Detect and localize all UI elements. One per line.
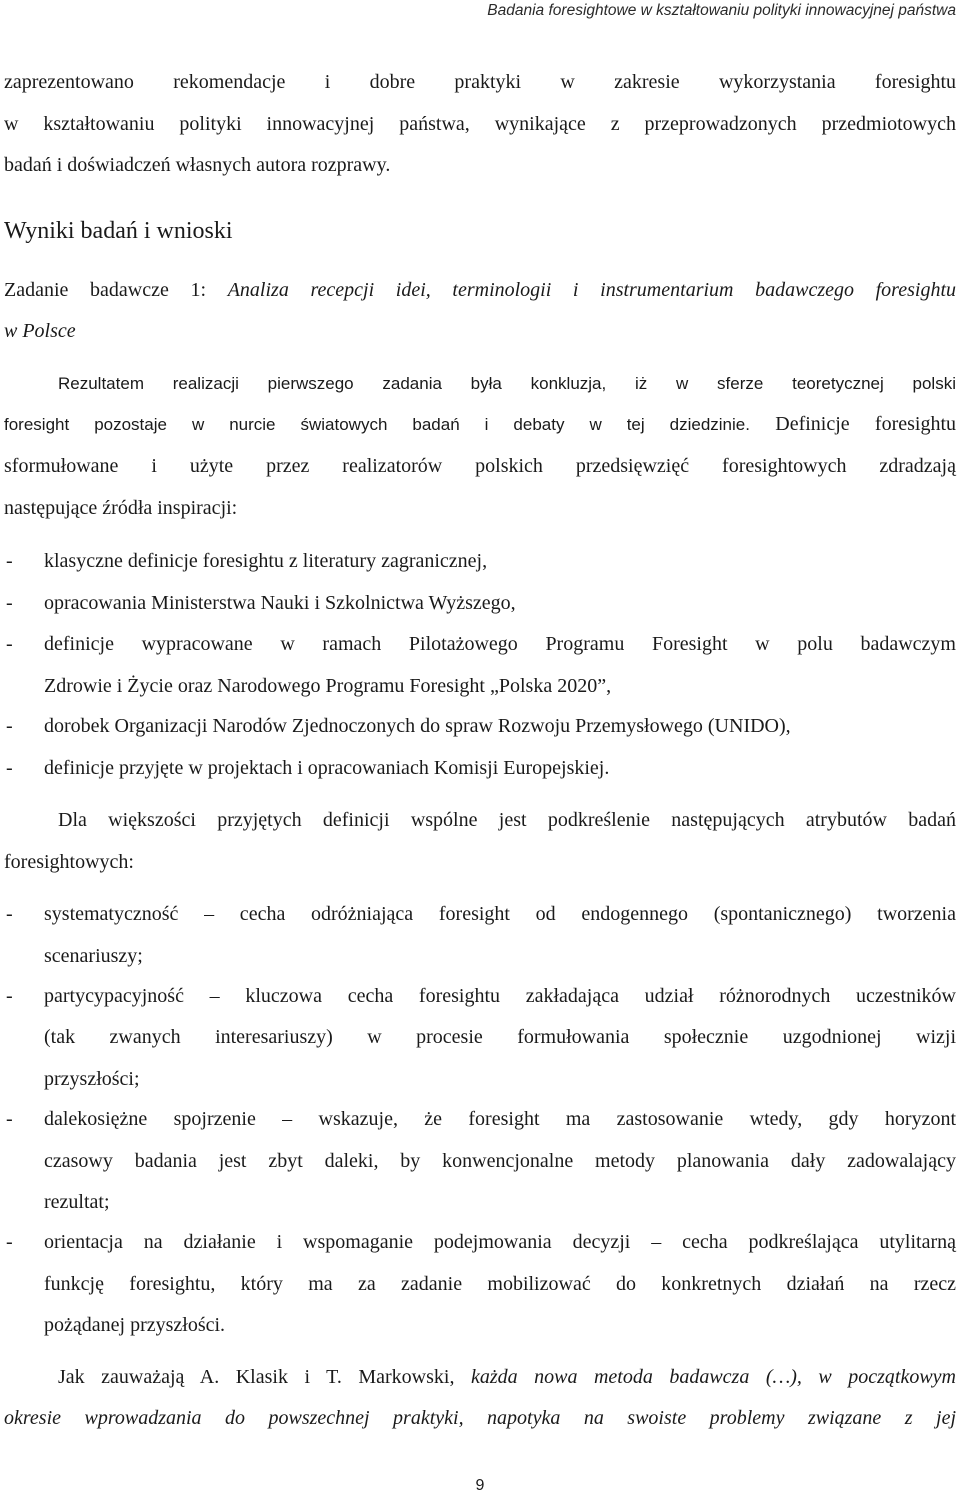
attribute-4-line-1: orientacja na działanie i wspomaganie podejmowania decyzji – cecha podkreślająca utylitarną bbox=[44, 1231, 956, 1253]
attribute-3-line-2: czasowy badania jest zbyt daleki, by konwencjonalne metody planowania dały zadowalający bbox=[44, 1150, 956, 1172]
result-line-4: następujące źródła inspiracji: bbox=[4, 497, 238, 519]
list-dash: - bbox=[6, 985, 13, 1007]
attribute-2-line-3: przyszłości; bbox=[44, 1068, 140, 1090]
result-line-1: Rezultatem realizacji pierwszego zadania była konkluzja, iż w sferze teoretycznej polski bbox=[58, 374, 956, 393]
task-title-line-1 bbox=[4, 278, 956, 302]
attribute-4-line-2: funkcję foresightu, który ma za zadanie mobilizować do konkretnych działań na rzecz bbox=[44, 1273, 956, 1295]
attribute-2-line-1: partycypacyjność – kluczowa cecha foresightu zakładająca udział różnorodnych uczestników bbox=[44, 985, 956, 1007]
attribute-4-line-3: pożądanej przyszłości. bbox=[44, 1314, 226, 1336]
section-title: Wyniki badań i wnioski bbox=[4, 218, 233, 244]
source-item-4: dorobek Organizacji Narodów Zjednoczonych do spraw Rozwoju Przemysłowego (UNIDO), bbox=[44, 715, 791, 737]
attribute-3-line-1: dalekosiężne spojrzenie – wskazuje, że foresight ma zastosowanie wtedy, gdy horyzont bbox=[44, 1108, 956, 1130]
source-item-5: definicje przyjęte w projektach i opracowaniach Komisji Europejskiej. bbox=[44, 757, 610, 779]
intro-line-2: w kształtowaniu polityki innowacyjnej państwa, wynikające z przeprowadzonych przedmiotowych bbox=[4, 113, 956, 135]
list-dash: - bbox=[6, 592, 13, 614]
quote-lead: Jak zauważają A. Klasik i T. Markowski, bbox=[58, 1366, 455, 1388]
list-dash: - bbox=[6, 757, 13, 779]
intro-line-3: badań i doświadczeń własnych autora rozprawy. bbox=[4, 154, 391, 176]
source-item-3-line-1: definicje wypracowane w ramach Pilotażowego Programu Foresight w polu badawczym bbox=[44, 633, 956, 655]
list-dash: - bbox=[6, 1108, 13, 1130]
result-line-3: sformułowane i użyte przez realizatorów polskich przedsięwzięć foresightowych zdradzają bbox=[4, 455, 956, 477]
list-dash: - bbox=[6, 1231, 13, 1253]
list-dash: - bbox=[6, 715, 13, 737]
page-number: 9 bbox=[475, 1477, 485, 1494]
attributes-intro-line-1: Dla większości przyjętych definicji wspólne jest podkreślenie następujących atrybutów badań bbox=[58, 809, 956, 831]
result-line-2-serif: Definicje foresightu bbox=[775, 413, 957, 435]
quote-line-2: okresie wprowadzania do powszechnej praktyki, napotyka na swoiste problemy związane z jej bbox=[4, 1407, 956, 1429]
list-dash: - bbox=[6, 903, 13, 925]
running-header: Badania foresightowe w kształtowaniu polityki innowacyjnej państwa bbox=[487, 2, 956, 19]
source-item-3-line-2: Zdrowie i Życie oraz Narodowego Programu Foresight „Polska 2020”, bbox=[44, 675, 612, 697]
list-dash: - bbox=[6, 550, 13, 572]
result-line-2-sans: foresight pozostaje w nurcie światowych badań i debaty w tej dziedzinie. bbox=[4, 415, 750, 434]
task-title-line-2: w Polsce bbox=[4, 320, 76, 342]
attribute-1-line-2: scenariuszy; bbox=[44, 945, 143, 967]
task-label: Zadanie badawcze 1: bbox=[4, 279, 207, 301]
task-title: Analiza recepcji idei, terminologii i instrumentarium badawczego foresightu bbox=[227, 279, 956, 301]
quote-italic-1: każda nowa metoda badawcza (…), w początkowym bbox=[470, 1366, 956, 1388]
attribute-3-line-3: rezultat; bbox=[44, 1191, 110, 1213]
source-item-1: klasyczne definicje foresightu z literatury zagranicznej, bbox=[44, 550, 488, 572]
list-dash: - bbox=[6, 633, 13, 655]
result-line-2 bbox=[4, 412, 956, 437]
attributes-intro-line-2: foresightowych: bbox=[4, 851, 134, 873]
attribute-2-line-2: (tak zwanych interesariuszy) w procesie formułowania społecznie uzgodnionej wizji bbox=[44, 1026, 956, 1048]
attribute-1-line-1: systematyczność – cecha odróżniająca foresight od endogennego (spontanicznego) tworzenia bbox=[44, 903, 956, 925]
quote-line-1 bbox=[58, 1365, 956, 1389]
intro-line-1: zaprezentowano rekomendacje i dobre praktyki w zakresie wykorzystania foresightu bbox=[4, 71, 956, 93]
source-item-2: opracowania Ministerstwa Nauki i Szkolnictwa Wyższego, bbox=[44, 592, 516, 614]
